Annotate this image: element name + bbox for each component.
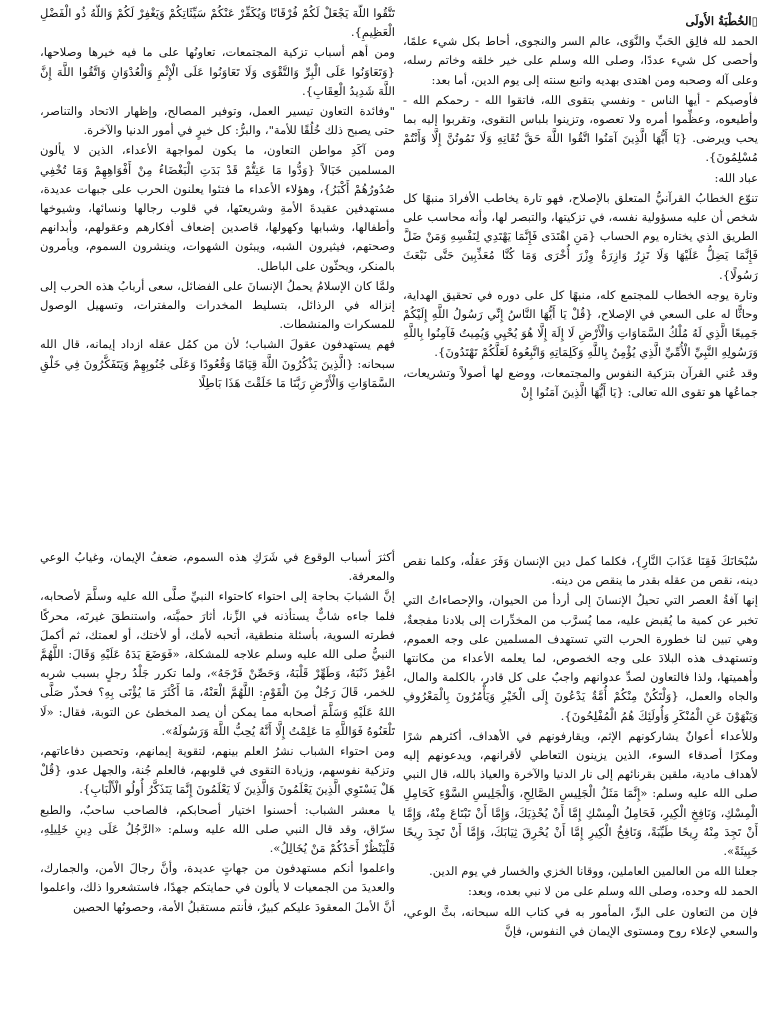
paragraph: "وفائدة التعاون تيسير العمل، وتوفير المصالح، وإظهار الاتحاد والتناصر، حتى يصبح ذلك خُلُقًا للأمة"، والبرُّ: كل خيرٍ في أمور الدنيا والآخرة. <box>40 104 395 138</box>
paragraph: سُبْحَانَكَ فَقِنَا عَذَابَ النَّارِ}، فكلما كمل دين الإنسان وَفَرَ عقلُه، وكلما نقص دينه، نقص من عقله بقدر ما ينقص من دينه. <box>403 554 758 588</box>
paragraph: إنَّ الشبابَ بحاجة إلى احتواء كاحتواء النبيِّ صلَّى الله عليه وسلَّمَ لأصحابه، فلما جاءه شابٌّ يستأذنه في الزِّنا، أثارَ حميَّته، واستنطقَ غيرتَه، محركًا فطرته السوية، بأسئلة منطقية، أتحبه لأمك، أو لأختك، أو لعمتك، ثم أكملَ النبيُّ صلى الله عليه وسلم علاجه للمشكلة، «فَوَضَعَ يَدَهُ عَلَيْهِ وَقَالَ: اللَّهُمَّ اغْفِرْ ذَنْبَهُ، وَطَهِّرْ قَلْبَهُ، وَحَصِّنْ فَرْجَهُ»، ولما تكرر جَلْدُ رجلٍ بسبب شربه للخمر، قَالَ رَجُلٌ مِنَ الْقَوْمِ: اللَّهُمَّ الْعَنْهُ، مَا أَكْثَرَ مَا يُؤْتَى بِهِ؟ فحذّر صَلَّى اللهُ عَلَيْهِ وَسَلَّمَ أصحابه مما يمكن أن يصد المخطئ عن التوبة، فقال: «لَا تَلْعَنُوهُ فَوَاللَّهِ مَا عَلِمْتُ إِلَّا أَنَّهُ يُحِبُّ اللَّهَ وَرَسُولَهُ». <box>40 589 395 738</box>
paragraph: يا معشر الشباب: أحسنوا اختيار أصحابكم، فالصاحب ساحبٌ، والطبع سرّاق، وقد قال النبي صلى الله عليه وسلم: «الرَّجُلُ عَلَى دِينِ خَلِيلِهِ، فَلْيَنْظُرْ أَحَدُكُمْ مَنْ يُخَالِلُ». <box>40 802 395 856</box>
paragraph: فإن من التعاون على البرِّ، المأمور به في كتاب الله سبحانه، بثَّ الوعي، والسعي لإعلاء روح ومستوى الإيمان في النفوس، فإنَّ <box>403 904 758 938</box>
paragraph: ومن احتواء الشباب نشرُ العلم بينهم، لتقوية إيمانهم، وتحصين دفاعاتهم، وتزكية نفوسهم، وزيادة التقوى في قلوبهم، فالعلم جُنة، والجهل عدو، {قُلْ هَلْ يَسْتَوِي الَّذِينَ يَعْلَمُونَ وَالَّذِينَ لَا يَعْلَمُونَ إِنَّمَا يَتَذَكَّرُ أُولُو الْأَلْبَابِ}. <box>40 744 395 797</box>
paragraph: عباد الله: <box>714 170 758 185</box>
paragraph: وللأعداء أعوانٌ يشاركونهم الإثم، ويقارفونهم في الأهداف، أكثرهم شرًا ومكرًا أصدقاء السوء، الذين يزينون التعاطي لأقرانهم، ويدعونهم إليه لأهداف مادية، ملقين بقرنائهم إلى نار الدنيا والآخرة والعياذ بالله، قال النبي صلى الله عليه وسلم: «إِنَّمَا مَثَلُ الْجَلِيسِ الصَّالِحِ، وَالْجَلِيسِ السَّوْءِ كَحَامِلِ الْمِسْكِ، وَنَافِخِ الْكِيرِ، فَحَامِلُ الْمِسْكِ إِمَّا أَنْ يُحْذِيَكَ، وَإِمَّا أَنْ تَبْتَاعَ مِنْهُ، وَإِمَّا أَنْ تَجِدَ مِنْهُ رِيحًا طَيِّبَةً، وَنَافِخُ الْكِيرِ إِمَّا أَنْ يُحْرِقَ ثِيَابَكَ، وَإِمَّا أَنْ تَجِدَ رِيحًا خَبِيثَةً». <box>403 728 758 859</box>
paragraph: وقد عُني القرآن بتزكية النفوس والمجتمعات، ووضع لها أصولاً وتشريعات، جماعُها هو تقوى الله تعالى: {يَا أَيُّهَا الَّذِينَ آمَنُوا إِنْ <box>403 365 758 399</box>
page-bottom-left <box>40 548 395 1024</box>
page-bottom-right <box>403 552 758 1024</box>
sermon-title: الخُطْبَةُ الأُولَى <box>685 14 752 28</box>
paragraph: فأوصيكم - أيها الناس - ونفسي بتقوى الله، فاتقوا الله - رحمكم الله - وأطيعوه، وعظِّموا أمره ولا تعصوه، وتزينوا بلباس التقوى، وتقربوا إليه بما يحب ويرضى. {يَا أَيُّهَا الَّذِينَ آمَنُوا اتَّقُوا اللَّهَ حَقَّ تُقَاتِهِ وَلَا تَمُوتُنَّ إِلَّا وَأَنْتُمْ مُسْلِمُونَ}. <box>403 92 758 165</box>
paragraph: الحمد لله وحده، وصلى الله وسلم على من لا نبي بعده، وبعد: <box>467 884 758 899</box>
paragraph: وتارة يوجه الخطاب للمجتمع كله، منبهًا كل على دوره في تحقيق الهداية، وحاثًّا له على السعي في الإصلاح، {قُلْ يَا أَيُّهَا النَّاسُ إِنِّي رَسُولُ اللَّهِ إِلَيْكُمْ جَمِيعًا الَّذِي لَهُ مُلْكُ السَّمَاوَاتِ وَالْأَرْضِ لَا إِلَهَ إِلَّا هُوَ يُحْيِي وَيُمِيتُ فَآمِنُوا بِاللَّهِ وَرَسُولِهِ النَّبِيِّ الْأُمِّيِّ الَّذِي يُؤْمِنُ بِاللَّهِ وَكَلِمَاتِهِ وَاتَّبِعُوهُ لَعَلَّكُمْ تَهْتَدُونَ}. <box>403 287 758 360</box>
paragraph: الحمد لله فالِق الحَبِّ والنَّوَى، عالم السر والنجوى، أحاط بكل شيء علمًا، وأحصى كل شيء عددًا، وصلى الله وسلم على خير خلقه وخاتم رسله، وعلى آله وصحبه ومن اهتدى بهديه واتبع سنته إلى يوم الدين، أما بعد: <box>403 34 758 87</box>
paragraph: ولمَّا كان الإسلامُ يحملُ الإنسانَ على الفضائل، سعى أربابُ هذه الحرب إلى إنزاله في الرذائل، بتسليط المخدرات والمفترات، وتسهيل الوصول للمسكرات والمنشطات. <box>40 278 395 332</box>
paragraph: إنها آفةُ العصر التي تحيلُ الإنسانَ إلى أردأ من الحيوان، والإحصاءاتُ التي تخبر عن كمية ما يُقبض عليه، مما يُسرَّب من المخدِّرات إلى بلادنا مفجعةٌ، وهي تبين لنا خطورة الحرب التي تستهدف المسلمين على وجه العموم، وتستهدف هذه البلادَ على وجه الخصوص، لما يعلمه الأعداء من مكانتها وأهميتها، ولذا فالتعاون لصدِّ عدوانهم واجبٌ على كل قادر، بالكلمة والمال، والجاه والعمل، {وَلْتَكُنْ مِنْكُمْ أُمَّةٌ يَدْعُونَ إِلَى الْخَيْرِ وَيَأْمُرُونَ بِالْمَعْرُوفِ وَيَنْهَوْنَ عَنِ الْمُنْكَرِ وَأُولَئِكَ هُمُ الْمُفْلِحُونَ}. <box>403 593 758 723</box>
paragraph: ومن آكَدِ مواطن التعاون، ما يكون لمواجهة الأعداء، الذين لا يألون المسلمين خَبَالاً {وَدُّوا مَا عَنِتُّمْ قَدْ بَدَتِ الْبَغْضَاءُ مِنْ أَفْوَاهِهِمْ وَمَا تُخْفِي صُدُورُهُمْ أَكْبَرُ}، وهؤلاء الأعداء ما فتئوا يعلنون الحرب على جبهات عديدة، مستهدفين عقيدةَ الأمةِ وشريعتَها، في قلوب رجالها ونسائها، وشيوخها وأطفالها، وشبابها وكهولها، قاصدين إضعاف أفكارهم وعقولهم، وأبدانهم وصحتهم، فيثيرون الشبه، ويبثون الشهوات، وينشرون السموم، ويأمرون بالمنكر، ويحثّون على الباطل. <box>40 143 395 273</box>
paragraph: تَتَّقُوا اللَّهَ يَجْعَلْ لَكُمْ فُرْقَانًا وَيُكَفِّرْ عَنْكُمْ سَيِّئَاتِكُمْ وَيَغْفِرْ لَكُمْ وَاللَّهُ ذُو الْفَضْلِ الْعَظِيمِ}. <box>40 6 395 40</box>
paragraph: أكثرَ أسباب الوقوع في شَرَكِ هذه السموم، ضعفُ الإيمان، وغيابُ الوعي والمعرفة. <box>40 550 395 584</box>
paragraph: تنوّع الخطابُ القرآنيُّ المتعلق بالإصلاح، فهو تارة يخاطب الأفرادَ منبهًا كل شخص أن عليه مسؤولية نفسه، في تزكيتها، والتبصر لها، وأنه محاسب على الطريق الذي يختاره يوم الحساب {مَنِ اهْتَدَى فَإِنَّمَا يَهْتَدِي لِنَفْسِهِ وَمَنْ ضَلَّ فَإِنَّمَا يَضِلُّ عَلَيْهَا وَلَا تَزِرُ وَازِرَةٌ وِزْرَ أُخْرَى وَمَا كُنَّا مُعَذِّبِينَ حَتَّى نَبْعَثَ رَسُولًا}. <box>403 190 758 282</box>
page-top-right <box>403 12 758 520</box>
sermon-title-line <box>403 12 758 31</box>
heading-marker: ▯ <box>751 14 758 28</box>
page-top-left <box>40 4 395 520</box>
paragraph: ومن أهم أسباب تزكية المجتمعات، تعاونُها على ما فيه خيرها وصلاحها، {وَتَعَاوَنُوا عَلَى الْبِرِّ وَالتَّقْوَى وَلَا تَعَاوَنُوا عَلَى الْإِثْمِ وَالْعُدْوَانِ وَاتَّقُوا اللَّهَ إِنَّ اللَّهَ شَدِيدُ الْعِقَابِ}. <box>40 45 395 98</box>
paragraph: جعلنا الله من العالمين العاملين، ووقانا الخزي والخسار في يوم الدين. <box>429 864 758 879</box>
paragraph: فهم يستهدفون عقولَ الشباب؛ لأن من كمُل عقله ازداد إيمانه، قال الله سبحانه: {الَّذِينَ يَذْكُرُونَ اللَّهَ قِيَامًا وَقُعُودًا وَعَلَى جُنُوبِهِمْ وَيَتَفَكَّرُونَ فِي خَلْقِ السَّمَاوَاتِ وَالْأَرْضِ رَبَّنَا مَا خَلَقْتَ هَذَا بَاطِلًا <box>40 337 395 390</box>
paragraph: واعلموا أنكم مستهدفون من جهاتٍ عديدة، وأنَّ رجالَ الأمن، والجمارك، والعديدَ من الجمعيات لا يألون في حمايتكم جهدًا، فاستشعروا ذلك، واعلموا أنَّ الأملَ المعقودَ عليكم كبيرٌ، فأنتم مستقبلُ الأمة، وحصونُها الحصين <box>40 861 395 914</box>
